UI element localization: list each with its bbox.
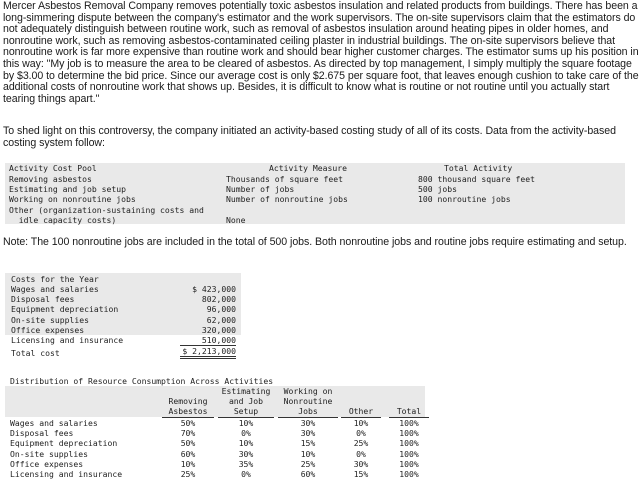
distribution-col-header: and Job xyxy=(228,396,264,407)
distribution-row-label: Office expenses xyxy=(10,458,84,469)
cost-row-label: Office expenses xyxy=(11,324,85,335)
distribution-row-label: Wages and salaries xyxy=(10,418,98,428)
activity-header-pool: Activity Cost Pool xyxy=(9,163,97,173)
distribution-col-header: Total xyxy=(389,406,429,417)
activity-measure-cell: Number of nonroutine jobs xyxy=(226,194,348,205)
total-cost-value: $ 2,213,000 xyxy=(180,346,236,359)
distribution-row-label: On-site supplies xyxy=(10,448,88,459)
activity-header-measure: Activity Measure xyxy=(269,163,347,173)
activity-pool-cell: Removing asbestos xyxy=(9,174,92,184)
distribution-cell: 100% xyxy=(399,469,419,479)
activity-pool-cell: Other (organization-sustaining costs and xyxy=(9,204,204,215)
distribution-row-label: Licensing and insurance xyxy=(10,469,123,479)
activity-measure-cell: None xyxy=(226,214,246,225)
distribution-col-header: Asbestos xyxy=(162,406,214,417)
activity-total-cell: 100 nonroutine jobs xyxy=(418,194,511,205)
nonroutine-note: Note: The 100 nonroutine jobs are included in the total of 500 jobs. Both nonroutine jobs and routine jobs require estimating and setup. xyxy=(3,236,627,248)
distribution-cell: 50% xyxy=(180,418,196,428)
distribution-cell: 70% xyxy=(180,428,196,439)
distribution-cell: 30% xyxy=(238,448,254,459)
distribution-cell: 60% xyxy=(180,448,196,459)
distribution-title: Distribution of Resource Consumption Across Activities xyxy=(10,376,274,386)
distribution-cell: 50% xyxy=(180,438,196,449)
distribution-cell: 30% xyxy=(300,428,316,439)
distribution-cell: 10% xyxy=(353,418,369,428)
distribution-cell: 100% xyxy=(399,448,419,459)
distribution-row-label: Disposal fees xyxy=(10,428,74,439)
distribution-cell: 10% xyxy=(238,418,254,428)
distribution-cell: 0% xyxy=(356,428,366,439)
distribution-cell: 15% xyxy=(353,469,369,479)
total-cost-label: Total cost xyxy=(11,348,60,358)
cost-row-label: Equipment depreciation xyxy=(11,304,119,315)
distribution-col-header: Removing xyxy=(168,396,208,407)
distribution-row-label: Equipment depreciation xyxy=(10,438,118,449)
distribution-col-header: Estimating xyxy=(221,386,271,396)
distribution-cell: 10% xyxy=(180,458,196,469)
distribution-cell: 60% xyxy=(300,469,316,479)
distribution-cell: 15% xyxy=(300,438,316,449)
activity-pool-cell: Estimating and job setup xyxy=(9,184,126,195)
distribution-cell: 100% xyxy=(399,458,419,469)
distribution-cell: 30% xyxy=(353,458,369,469)
cost-row-value: 320,000 xyxy=(201,324,236,335)
distribution-col-header: Jobs xyxy=(278,406,338,417)
activity-total-cell: 500 jobs xyxy=(418,184,457,195)
cost-row-value: 62,000 xyxy=(206,314,236,325)
cost-row-label: Disposal fees xyxy=(11,294,75,305)
distribution-cell: 25% xyxy=(300,458,316,469)
distribution-cell: 100% xyxy=(399,428,419,439)
activity-measure-cell: Thousands of square feet xyxy=(226,174,343,184)
distribution-col-header: Other xyxy=(341,406,381,417)
activity-header-total: Total Activity xyxy=(444,163,513,173)
cost-row-value: $ 423,000 xyxy=(192,284,236,294)
distribution-cell: 25% xyxy=(180,469,196,479)
cost-row-value: 510,000 xyxy=(180,335,236,346)
cost-row-value: 802,000 xyxy=(201,294,236,305)
distribution-col-header: Setup xyxy=(218,406,274,417)
distribution-cell: 25% xyxy=(353,438,369,449)
activity-total-cell: 800 thousand square feet xyxy=(418,174,535,184)
abc-intro-paragraph: To shed light on this controversy, the company initiated an activity-based costing study of all of its costs. Data from the activity-based costing system follow: xyxy=(3,125,616,149)
distribution-cell: 0% xyxy=(241,469,251,479)
cost-row-label: Licensing and insurance xyxy=(11,335,124,345)
activity-pool-cell: idle capacity costs) xyxy=(9,214,117,225)
cost-row-label: On-site supplies xyxy=(11,314,89,325)
distribution-cell: 30% xyxy=(300,418,316,428)
activity-pool-cell: Working on nonroutine jobs xyxy=(9,194,136,205)
costs-header: Costs for the Year xyxy=(11,274,99,284)
activity-measure-cell: Number of jobs xyxy=(226,184,295,195)
distribution-cell: 100% xyxy=(399,438,419,449)
distribution-col-header: Working on xyxy=(283,386,333,396)
cost-row-value: 96,000 xyxy=(206,304,236,315)
distribution-cell: 100% xyxy=(399,418,419,428)
distribution-cell: 0% xyxy=(356,448,366,459)
distribution-cell: 10% xyxy=(300,448,316,459)
distribution-cell: 0% xyxy=(241,428,251,439)
distribution-col-header: Nonroutine xyxy=(283,396,333,407)
distribution-cell: 10% xyxy=(238,438,254,449)
cost-row-label: Wages and salaries xyxy=(11,284,99,294)
problem-intro-paragraph: Mercer Asbestos Removal Company removes potentially toxic asbestos insulation and related products from buildings. There has been a long-simmering dispute between the company's estimator and the work supervisors. The on-site supervisors claim that the estimators do not adequately distinguish between routine work, such as removal of asbestos insulation around heating pipes in older homes, and nonroutine work, such as removing asbestos-contaminated ceiling plaster in industrial buildings. The on-site supervisors believe that nonroutine work is far more expensive than routine work and should bear higher customer charges. The estimator sums up his position in this way: "My job is to measure the area to be cleared of asbestos. As directed by top management, I simply multiply the square footage by $3.00 to determine the bid price. Since our average cost is only $2.675 per square foot, that leaves enough cushion to take care of the additional costs of nonroutine work that shows up. Besides, it is difficult to know what is routine or not routine until you actually start tearing things apart." xyxy=(3,0,639,105)
distribution-cell: 35% xyxy=(238,458,254,469)
